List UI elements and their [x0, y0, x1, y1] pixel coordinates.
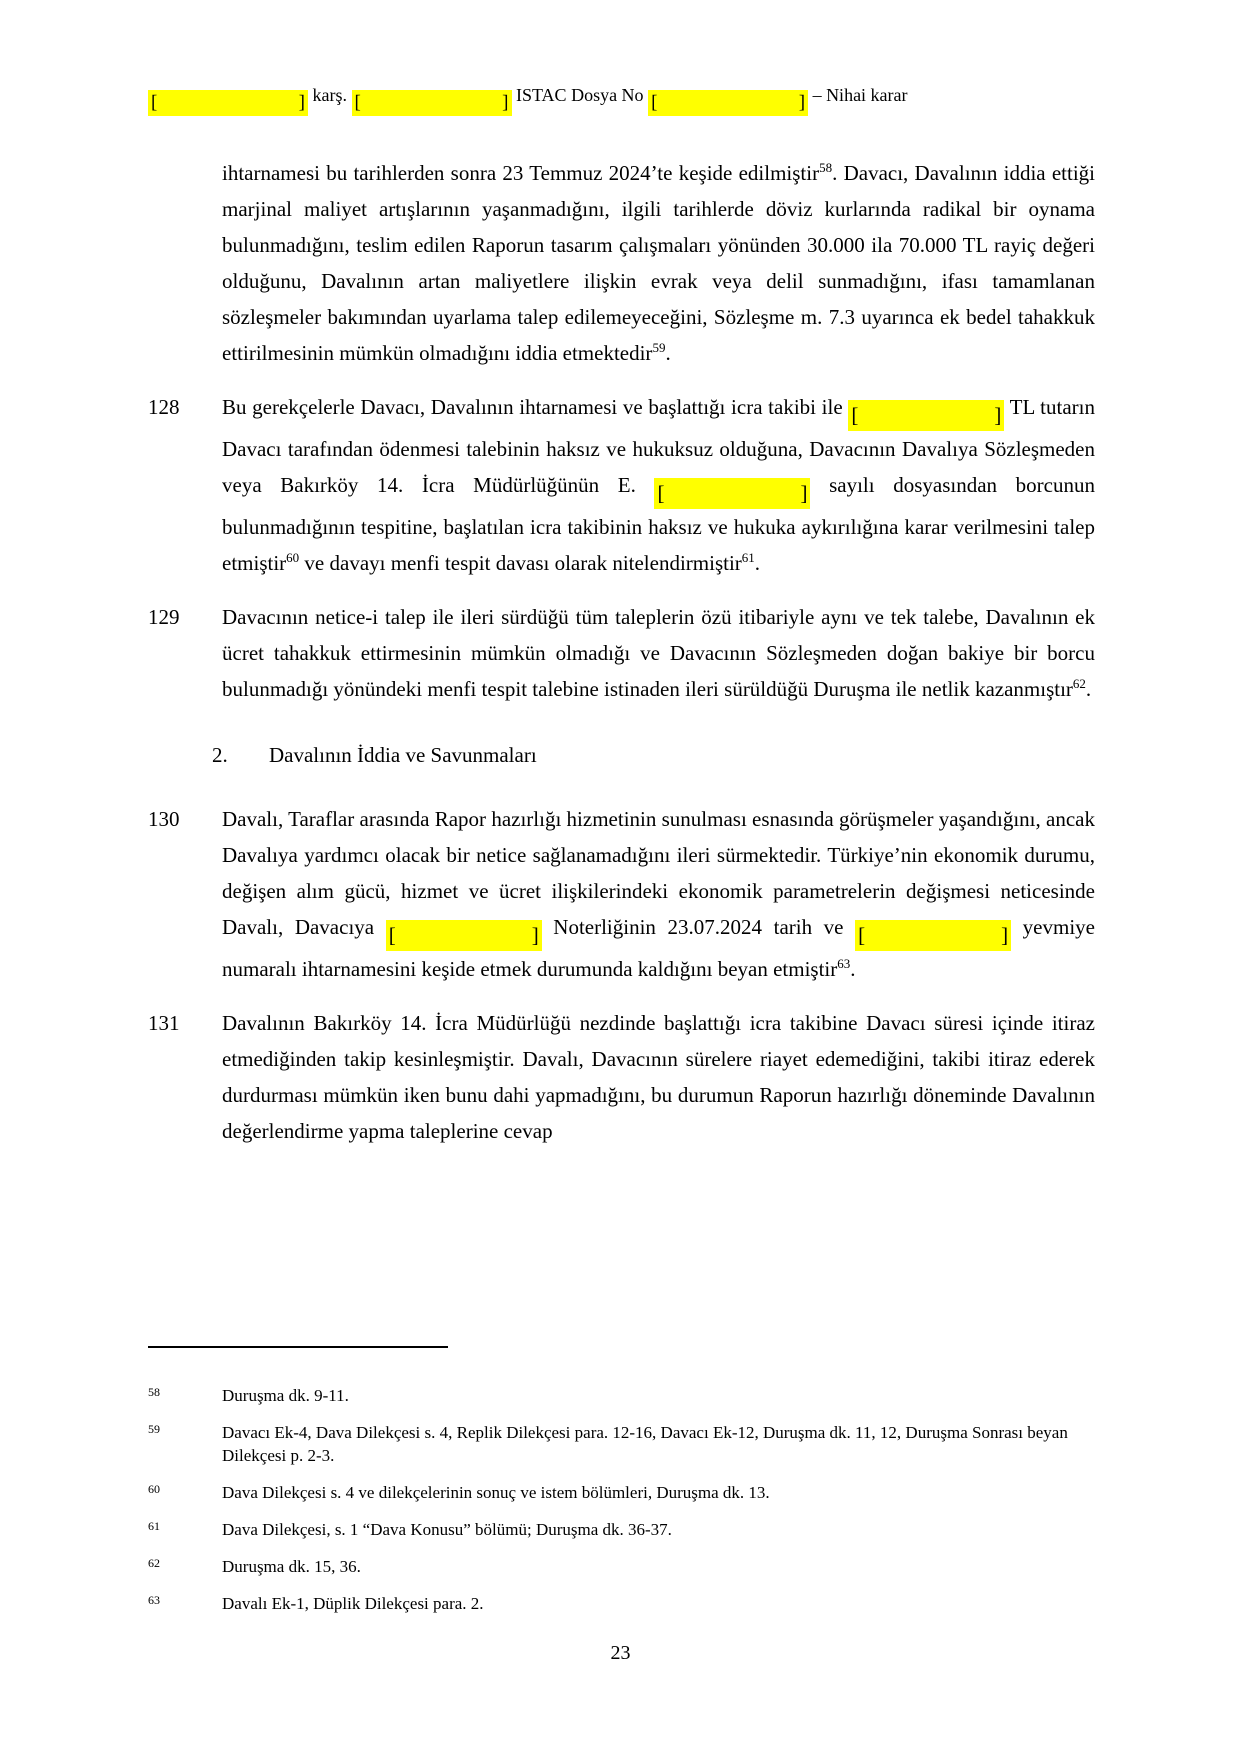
section-heading-number: 2. — [212, 743, 228, 767]
body-paragraphs — [148, 155, 1095, 1167]
paragraph-number: 128 — [148, 395, 180, 419]
redaction-open-bracket: [ — [657, 481, 665, 505]
footnote-ref: 58 — [819, 160, 833, 175]
footnote-number: 59 — [148, 1422, 160, 1436]
footnote-number: 60 — [148, 1482, 160, 1496]
footnote-ref: 61 — [741, 550, 755, 565]
footnote-text: Davalı Ek-1, Düplik Dilekçesi para. 2. — [222, 1594, 484, 1613]
redaction-close-bracket: ] — [798, 92, 806, 113]
redaction-open-bracket: [ — [651, 92, 658, 113]
redaction-highlight — [848, 400, 1004, 431]
redaction-highlight — [352, 90, 512, 116]
footnote-text: Dava Dilekçesi, s. 1 “Dava Konusu” bölümü; Duruşma dk. 36-37. — [222, 1520, 672, 1539]
footnote-row — [148, 1421, 1095, 1467]
page-header: [ ] karş. [ ] ISTAC Dosya No [ ] – Nihai karar — [148, 82, 908, 116]
paragraph-text: Davacının netice-i talep ile ileri sürdüğü tüm taleplerin özü itibariyle aynı ve tek talebe, Davalının ek ücret tahakkuk ettirmesinin mümkün olmadığı ve Davacının Sözleşmeden doğan bakiye bir borcu bulunmadığı yönündeki menfi tespit talebine istinaden ileri sürüldüğü Duruşma ile netlik kazanmıştır$^{62}$. — [222, 605, 1095, 701]
redaction-highlight — [648, 90, 808, 116]
footnote-text: Davacı Ek-4, Dava Dilekçesi s. 4, Replik Dilekçesi para. 12-16, Davacı Ek-12, Duruşma dk. 11, 12, Duruşma Sonrası beyan Dilekçesi p. 2-3. — [222, 1423, 1068, 1465]
section-heading — [212, 737, 1095, 773]
footnote-number: 58 — [148, 1385, 160, 1399]
paragraph-text: Davalı, Taraflar arasında Rapor hazırlığı hizmetinin sunulması esnasında görüşmeler yaşandığını, ancak Davalıya yardımcı olacak bir netice sağlanamadığını ileri sürmektedir. Türkiye’nin ekonomik durumu, değişen alım gücü, hizmet ve ücret ilişkilerindeki ekonomik parametrelerin değişmesi neticesinde Davalı, Davacıya [ ] Noterliğinin 23.07.2024 tarih ve [ ] yevmiye numaralı ihtarnamesini keşide etmek durumunda kaldığını beyan etmiştir$^{63}$. — [222, 807, 1095, 981]
footnote-text: Duruşma dk. 15, 36. — [222, 1557, 361, 1576]
redaction-close-bracket: ] — [502, 92, 509, 113]
redaction-close-bracket: ] — [1001, 923, 1009, 947]
paragraph-text: ihtarnamesi bu tarihlerden sonra 23 Temmuz 2024’te keşide edilmiştir$^{58}$. Davacı, Davalının iddia ettiği marjinal maliyet artışlarının yaşanmadığını, ilgili tarihlerde döviz kurlarında radikal bir oynama bulunmadığını, teslim edilen Raporun tasarım çalışmaları yönünden 30.000 ila 70.000 TL rayiç değeri olduğunu, Davalının artan maliyetlere ilişkin evrak veya delil sunmadığını, ifası tamamlanan sözleşmeler bakımından uyarlama talep edilemeyeceğini, Sözleşme m. 7.3 uyarınca ek bedel tahakkuk ettirilmesinin mümkün olmadığını iddia etmektedir$^{59}$. — [222, 160, 1096, 365]
footnote-text: Duruşma dk. 9-11. — [222, 1386, 349, 1405]
footnote-row — [148, 1592, 1095, 1615]
paragraph — [148, 801, 1095, 987]
footnote-divider — [148, 1346, 448, 1348]
footnote-ref: 60 — [286, 550, 300, 565]
paragraph-number — [148, 155, 222, 371]
footnote-row — [148, 1481, 1095, 1504]
paragraph-text: Bu gerekçelerle Davacı, Davalının ihtarnamesi ve başlattığı icra takibi ile [ ] TL tutarın Davacı tarafından ödenmesi talebinin haksız ve hukuksuz olduğuna, Davacının Davalıya Sözleşmeden veya Bakırköy 14. İcra Müdürlüğünün E. [ ] sayılı dosyasından borcunun bulunmadığının tespitine, başlatılan icra takibinin haksız ve hukuka aykırılığına karar verilmesini talep etmiştir$^{60}$ ve davayı menfi tespit davası olarak nitelendirmiştir$^{61}$. — [222, 395, 1095, 575]
paragraph-text: Davalının Bakırköy 14. İcra Müdürlüğü nezdinde başlattığı icra takibine Davacı süresi içinde itiraz etmediğinden takip kesinleşmiştir. Davalı, Davacının sürelere riayet edemediğini, takibi itiraz ederek durdurması mümkün iken bunu dahi yapmadığını, bu durumun Raporun hazırlığı döneminde Davalının değerlendirme yapma taleplerine cevap — [222, 1011, 1095, 1143]
footnote-ref: 59 — [652, 340, 666, 355]
footnote-row — [148, 1518, 1095, 1541]
redaction-open-bracket: [ — [388, 923, 396, 947]
redaction-highlight — [148, 90, 308, 116]
paragraph-number: 129 — [148, 605, 180, 629]
redaction-open-bracket: [ — [858, 923, 866, 947]
section-heading-title: Davalının İddia ve Savunmaları — [269, 743, 537, 767]
page-number: 23 — [610, 1642, 631, 1664]
footnote-number: 62 — [148, 1556, 160, 1570]
footnote-ref: 62 — [1072, 676, 1086, 691]
paragraph — [148, 1005, 1095, 1149]
footnote-number: 61 — [148, 1519, 160, 1533]
footnote-text: Dava Dilekçesi s. 4 ve dilekçelerinin sonuç ve istem bölümleri, Duruşma dk. 13. — [222, 1483, 770, 1502]
redaction-open-bracket: [ — [354, 92, 361, 113]
paragraph — [148, 155, 1095, 371]
redaction-close-bracket: ] — [298, 92, 305, 113]
redaction-highlight — [855, 920, 1011, 951]
footnotes-section — [148, 1346, 1095, 1629]
footnote-row — [148, 1555, 1095, 1578]
footnote-ref: 63 — [837, 956, 851, 971]
paragraph — [148, 599, 1095, 707]
paragraph-number: 131 — [148, 1011, 180, 1035]
redaction-highlight — [386, 920, 542, 951]
redaction-close-bracket: ] — [800, 481, 808, 505]
paragraph-number: 130 — [148, 807, 180, 831]
footnote-list — [148, 1384, 1095, 1615]
redaction-open-bracket: [ — [851, 403, 859, 427]
redaction-highlight — [654, 478, 810, 509]
footnote-number: 63 — [148, 1593, 160, 1607]
redaction-open-bracket: [ — [151, 92, 158, 113]
footnote-row — [148, 1384, 1095, 1407]
paragraph — [148, 389, 1095, 581]
redaction-close-bracket: ] — [994, 403, 1002, 427]
redaction-close-bracket: ] — [531, 923, 539, 947]
